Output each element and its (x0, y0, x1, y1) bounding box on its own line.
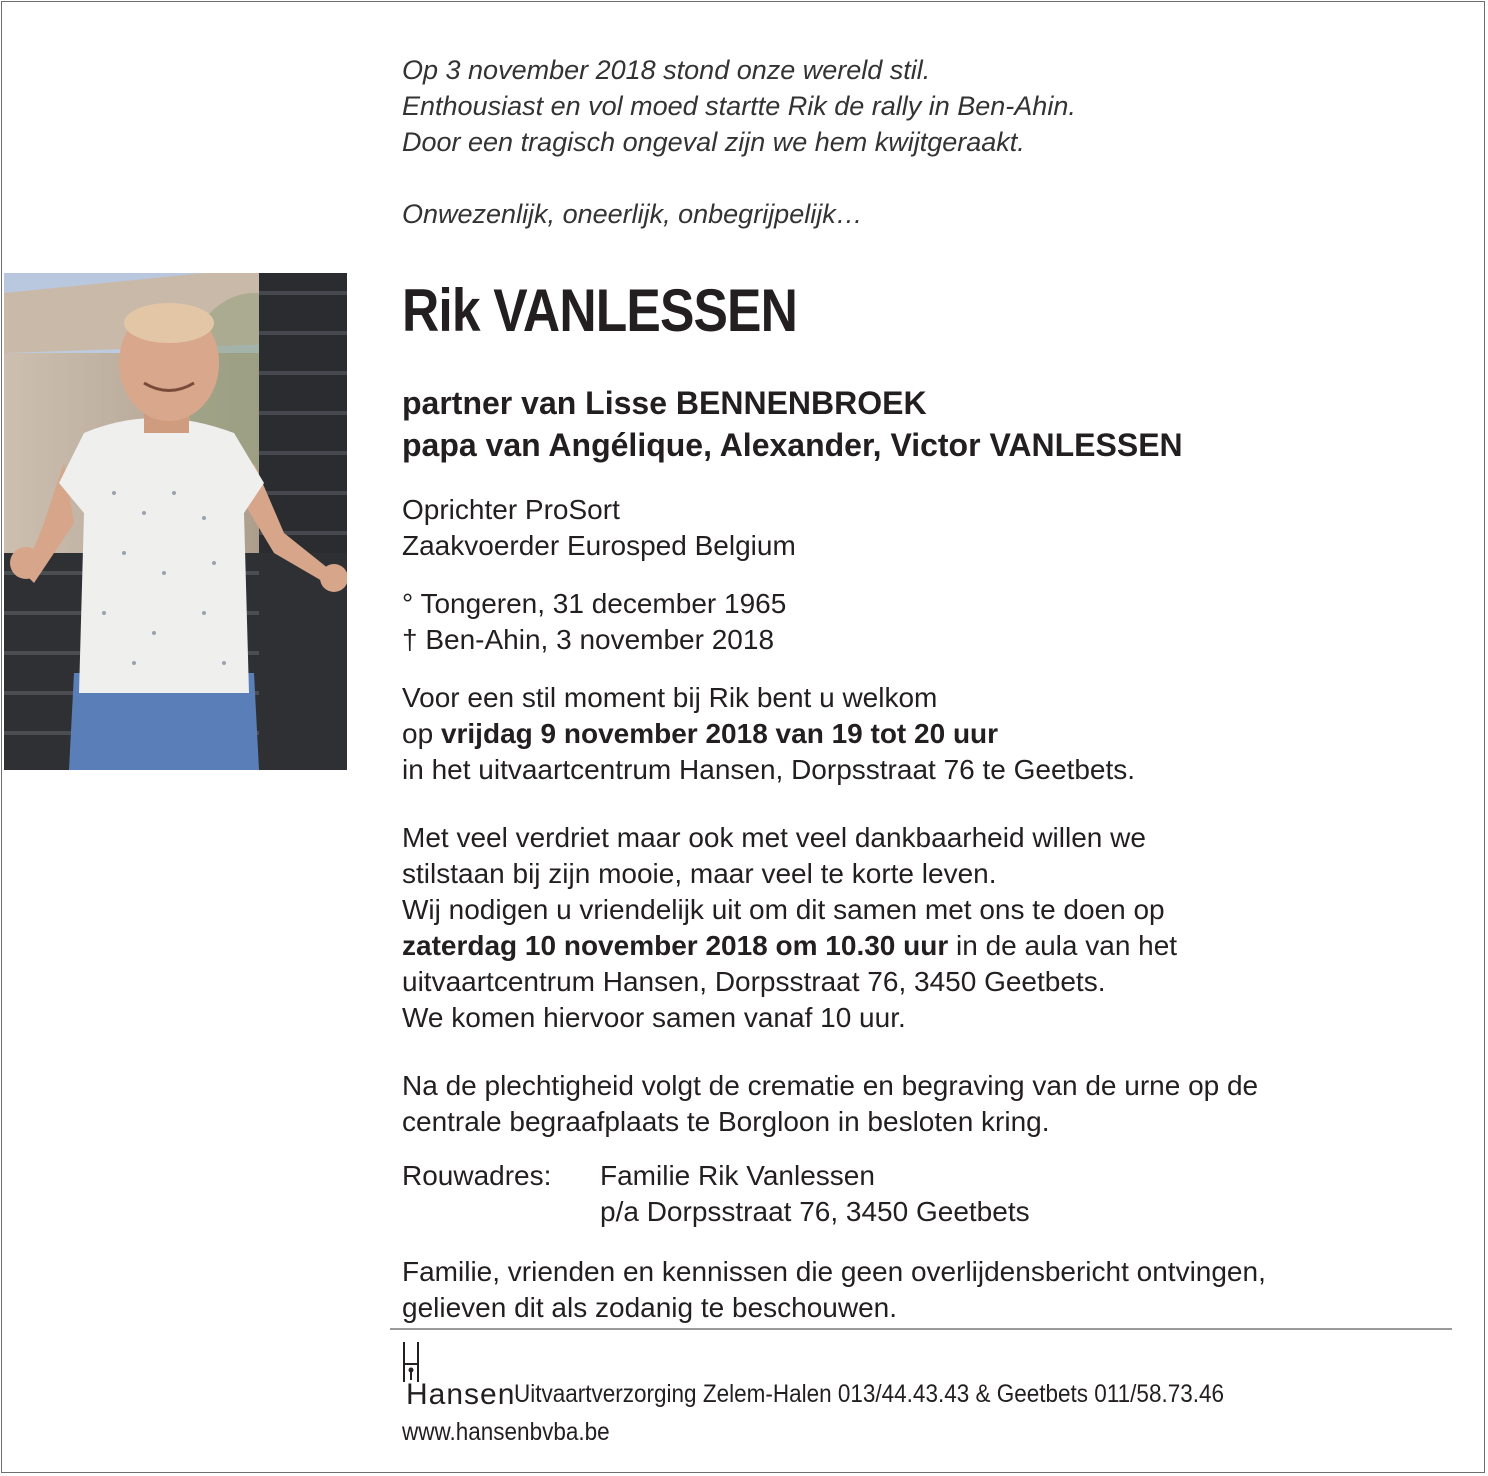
intro-tagline: Onwezenlijk, oneerlijk, onbegrijpelijk… (402, 199, 863, 229)
portrait-photo (4, 273, 347, 770)
intro-line: Op 3 november 2018 stond onze wereld stil. (402, 55, 931, 85)
notice-line: Familie, vrienden en kennissen die geen overlijdensbericht ontvingen, (402, 1256, 1266, 1287)
address-line: Familie Rik Vanlessen (600, 1160, 875, 1191)
role-line: Oprichter ProSort (402, 494, 620, 525)
visit-when: vrijdag 9 november 2018 van 19 tot 20 uur (440, 718, 999, 749)
divider (390, 1328, 1452, 1330)
roles (402, 492, 1442, 564)
burial-line: centrale begraafplaats te Borgloon in besloten kring. (402, 1106, 1050, 1137)
birth-line: ° Tongeren, 31 december 1965 (402, 588, 787, 619)
logo-wordmark: Hansen (406, 1378, 516, 1411)
ceremony (402, 820, 1442, 1036)
deceased-name: Rik VANLESSEN (402, 277, 798, 344)
footer (400, 1340, 1450, 1450)
services-line: Uitvaartverzorging Zelem-Halen 013/44.43.43 & Geetbets 011/58.73.46 (514, 1380, 1225, 1408)
partner-line: partner van Lisse BENNENBROEK (402, 385, 927, 421)
ceremony-line: Wij nodigen u vriendelijk uit om dit samen met ons te doen op (402, 894, 1165, 925)
visit-line: Voor een stil moment bij Rik bent u welkom (402, 682, 938, 713)
notice (402, 1254, 1442, 1326)
visit-where: in het uitvaartcentrum Hansen, Dorpsstraat 76 te Geetbets. (402, 754, 1136, 785)
visit-prefix: op (402, 718, 434, 749)
relations (402, 382, 1442, 466)
hansen-logo (400, 1340, 516, 1411)
visit-when-line (402, 716, 1442, 752)
intro-line: Door een tragisch ongeval zijn we hem kwijtgeraakt. (402, 127, 1025, 157)
burial (402, 1068, 1442, 1140)
visitation (402, 680, 1442, 788)
role-line: Zaakvoerder Eurosped Belgium (402, 530, 796, 561)
ceremony-line: We komen hiervoor samen vanaf 10 uur. (402, 1002, 906, 1033)
death-line: † Ben-Ahin, 3 november 2018 (402, 624, 775, 655)
intro-line: Enthousiast en vol moed startte Rik de rally in Ben-Ahin. (402, 91, 1076, 121)
address-line: p/a Dorpsstraat 76, 3450 Geetbets (600, 1196, 1030, 1227)
ceremony-line: Met veel verdriet maar ook met veel dankbaarheid willen we (402, 822, 1146, 853)
notice-line: gelieven dit als zodanig te beschouwen. (402, 1292, 898, 1323)
intro-text (402, 52, 1442, 232)
ceremony-line: stilstaan bij zijn mooie, maar veel te korte leven. (402, 858, 997, 889)
website: www.hansenbvba.be (402, 1418, 610, 1446)
life-dates (402, 586, 1442, 658)
ceremony-when-line (402, 928, 1442, 964)
children-line: papa van Angélique, Alexander, Victor VANLESSEN (402, 427, 1183, 463)
mourning-address (402, 1158, 1442, 1230)
burial-line: Na de plechtigheid volgt de crematie en begraving van de urne op de (402, 1070, 1259, 1101)
address-label: Rouwadres: (402, 1160, 552, 1191)
ceremony-when: zaterdag 10 november 2018 om 10.30 uur (402, 930, 949, 961)
ceremony-line: uitvaartcentrum Hansen, Dorpsstraat 76, 3450 Geetbets. (402, 966, 1106, 997)
ceremony-when-suffix: in de aula van het (948, 930, 1178, 961)
